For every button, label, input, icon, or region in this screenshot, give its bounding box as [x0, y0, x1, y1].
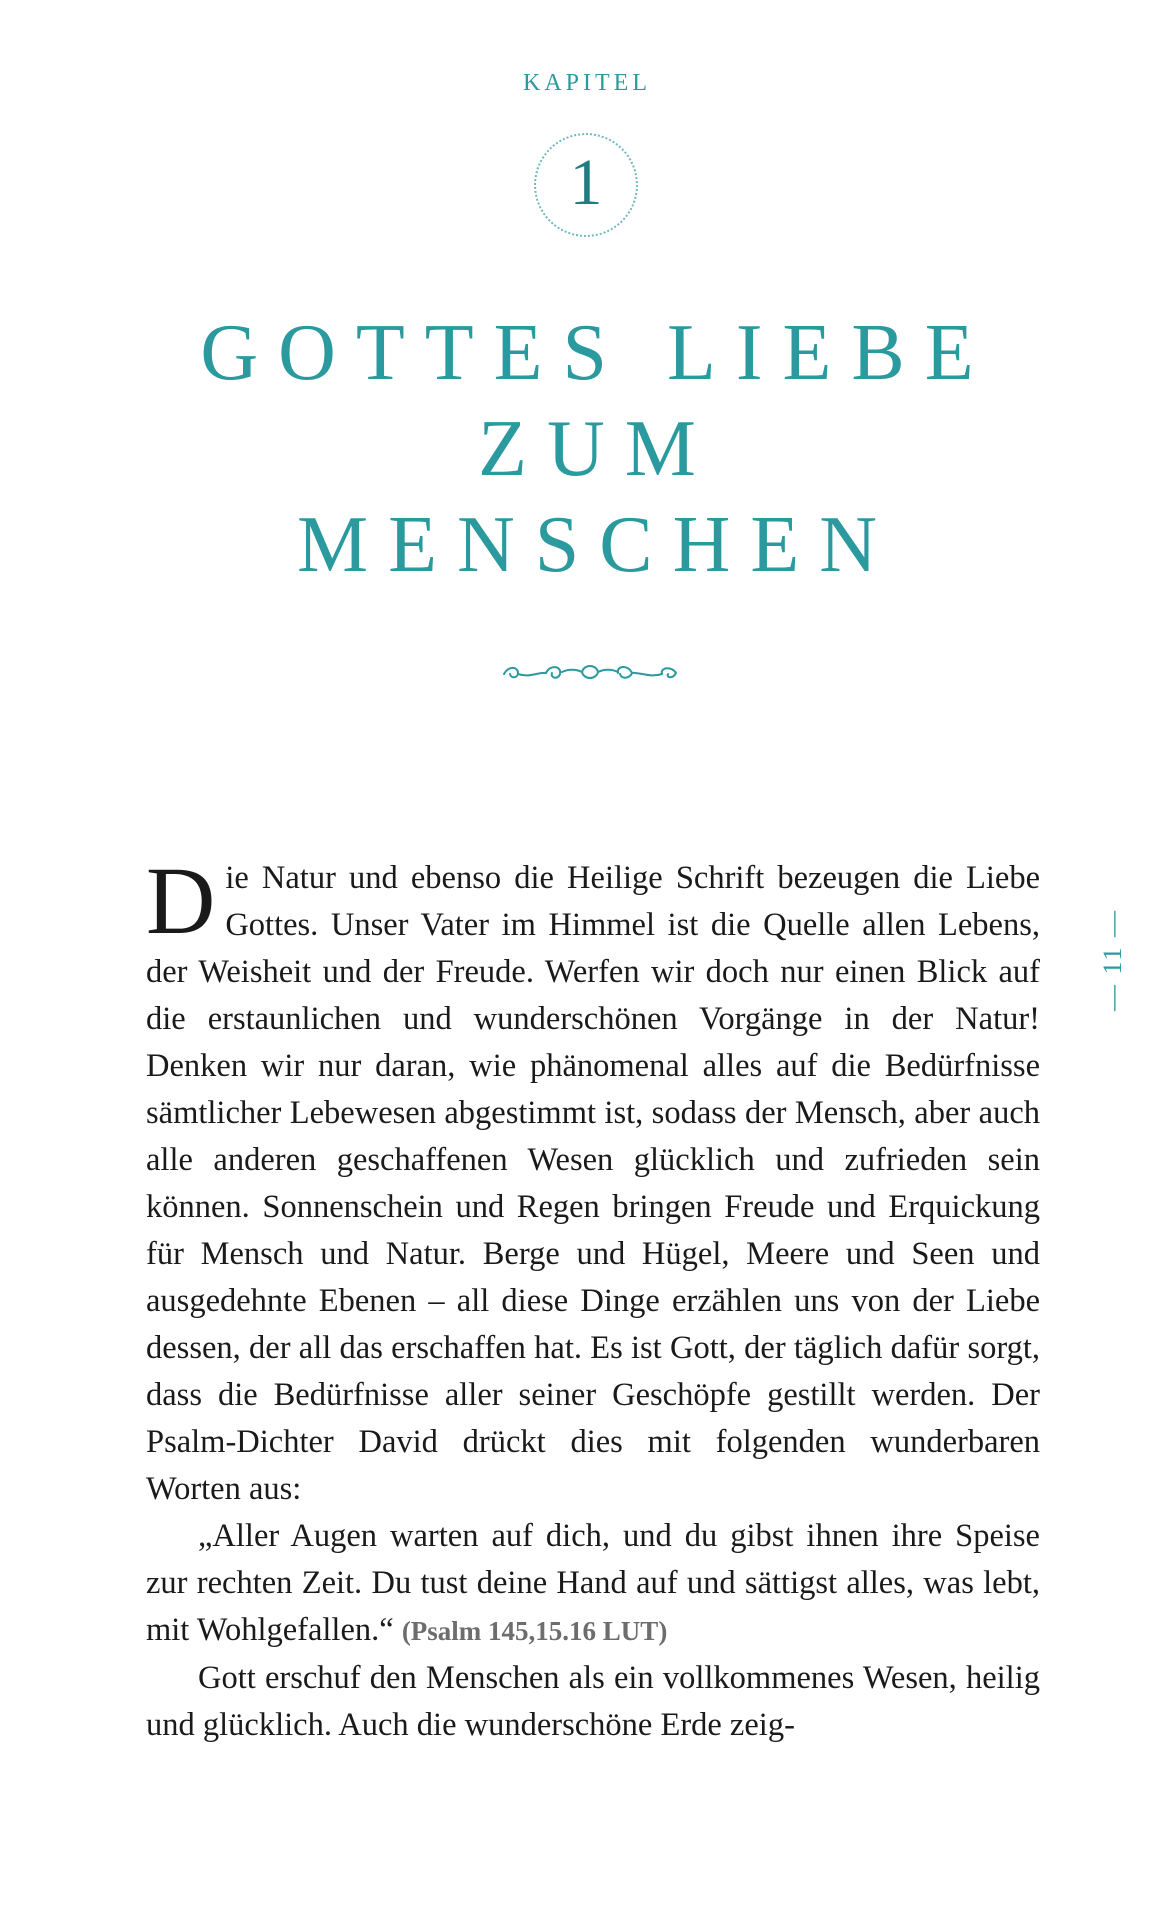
body-text — [146, 847, 1040, 1749]
psalm-quote-text: „Aller Augen warten auf dich, und du gibst ihnen ihre Speise zur rechten Zeit. Du tust deine Hand auf und sättigst alles, was lebt, mit Wohlgefallen.“ — [146, 1518, 1040, 1648]
psalm-quote — [146, 1513, 1040, 1655]
chapter-title — [0, 305, 1174, 593]
paragraph-3-text: Gott erschuf den Menschen als ein vollkommenes Wesen, heilig und glücklich. Auch die wunderschöne Erde zeig- — [146, 1660, 1040, 1743]
chapter-number-circle — [534, 133, 638, 237]
paragraph-3 — [146, 1655, 1040, 1749]
chapter-title-line-3: MENSCHEN — [296, 501, 898, 589]
chapter-title-line-2: ZUM — [478, 405, 716, 493]
paragraph-1-text: ie Natur und ebenso die Heilige Schrift bezeugen die Liebe Gottes. Unser Vater im Himmel ist die Quelle allen Lebens, der Weisheit und der Freude. Werfen wir doch nur einen Blick auf die erstaunlichen und wunderschönen Vorgänge in der Natur! Denken wir nur daran, wie phänomenal alles auf die Bedürfnisse sämtlicher Lebewesen abgestimmt ist, sodass der Mensch, aber auch alle anderen geschaffenen Wesen glücklich und zufrieden sein können. Sonnenschein und Regen bringen Freude und Erquickung für Mensch und Natur. Berge und Hügel, Meere und Seen und ausgedehnte Ebenen – all diese Dinge erzählen uns von der Liebe dessen, der all das erschaffen hat. Es ist Gott, der täglich dafür sorgt, dass die Bedürfnisse aller seiner Geschöpfe gestillt werden. Der Psalm-Dichter David drückt dies mit folgenden wunderbaren Worten aus: — [146, 860, 1040, 1507]
chapter-label: KAPITEL — [523, 70, 651, 96]
flourish-ornament-icon — [500, 658, 680, 688]
paragraph-1 — [146, 847, 1040, 1513]
drop-cap: D — [146, 847, 216, 954]
page-number-text: — 11 — — [1098, 908, 1127, 1012]
chapter-number: 1 — [569, 146, 603, 219]
psalm-citation: (Psalm 145,15.16 LUT) — [401, 1616, 668, 1646]
page-number — [1098, 905, 1128, 1015]
chapter-title-line-1: GOTTES LIEBE — [200, 309, 994, 397]
